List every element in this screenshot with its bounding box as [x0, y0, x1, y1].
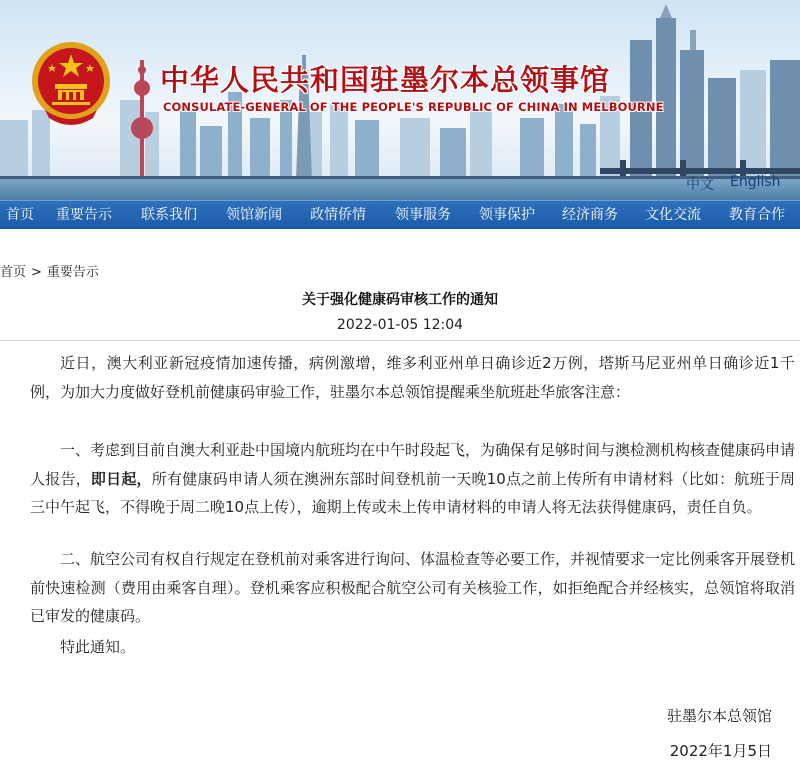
article-divider — [0, 340, 800, 341]
article-paragraph-3: 二、航空公司有权自行规定在登机前对乘客进行询问、体温检查等必要工作，并视情要求一定比例乘客开展登机前快速检测（费用由乘客自理）。登机乘客应积极配合航空公司有关核验工作，如拒绝配合并经核实，总领馆将取消已审发的健康码。 — [30, 550, 796, 626]
nav-item-protection[interactable]: 领事保护 — [479, 207, 535, 223]
nav-item-consular[interactable]: 领事服务 — [395, 207, 451, 223]
nav-item-politics[interactable]: 政情侨情 — [310, 207, 366, 223]
site-banner — [0, 0, 800, 200]
national-emblem-icon — [30, 40, 112, 126]
language-chinese-link[interactable]: 中文 — [686, 177, 714, 193]
nav-item-economy[interactable]: 经济商务 — [562, 207, 618, 223]
nav-item-home[interactable]: 首页 — [6, 207, 34, 223]
paragraph-2-text-a: 一、考虑到目前自澳大利亚赴中国境内航班均在中午时段起飞，为确保有足够时间与澳检测机构核查健康码申请人报告， — [30, 441, 796, 488]
article-paragraph-1: 近日，澳大利亚新冠疫情加速传播，病例激增，维多利亚州单日确诊近2万例，塔斯马尼亚州单日确诊近1千例，为加大力度做好登机前健康码审验工作，驻墨尔本总领馆提醒乘坐航班赴华旅客注意： — [30, 354, 795, 401]
breadcrumb-home-link[interactable]: 首页 — [0, 265, 27, 280]
article-paragraph-4: 特此通知。 — [60, 638, 136, 656]
nav-item-culture[interactable]: 文化交流 — [645, 207, 701, 223]
site-title-en: CONSULATE-GENERAL OF THE PEOPLE'S REPUBLIC OF CHINA IN MELBOURNE — [163, 100, 664, 114]
signature-organization: 驻墨尔本总领馆 — [666, 707, 772, 725]
breadcrumb — [0, 261, 99, 280]
paragraph-2-text-b: 所有健康码申请人须在澳洲东部时间登机前一天晚10点之前上传所有申请材料（比如：航班于周三中午起飞，不得晚于周二晚10点上传），逾期上传或未上传申请材料的申请人将无法获得健康码，责任自负。 — [30, 469, 795, 517]
nav-item-contact[interactable]: 联系我们 — [141, 207, 197, 223]
breadcrumb-separator: > — [31, 265, 42, 280]
article-paragraph-2 — [30, 436, 795, 522]
main-nav — [0, 200, 800, 229]
site-title-cn: 中华人民共和国驻墨尔本总领事馆 — [160, 63, 611, 97]
nav-item-notices[interactable]: 重要告示 — [56, 207, 112, 223]
signature-date: 2022年1月5日 — [669, 742, 772, 760]
article-title: 关于强化健康码审核工作的通知 — [302, 292, 498, 308]
language-english-link[interactable]: English — [730, 174, 781, 190]
nav-item-education[interactable]: 教育合作 — [729, 207, 785, 223]
paragraph-2-emphasis: 即日起， — [90, 469, 152, 488]
article-date: 2022-01-05 12:04 — [336, 317, 464, 333]
nav-item-news[interactable]: 领馆新闻 — [226, 207, 282, 223]
breadcrumb-current-link[interactable]: 重要告示 — [46, 265, 99, 280]
